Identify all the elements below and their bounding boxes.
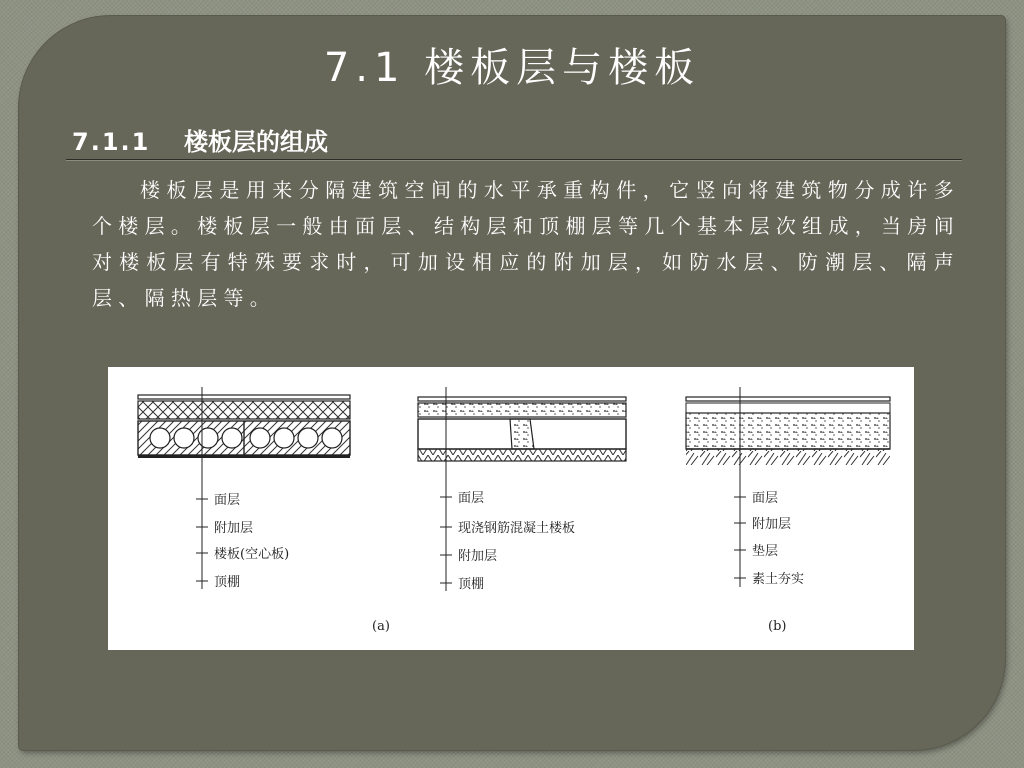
body-paragraph: 楼板层是用来分隔建筑空间的水平承重构件，它竖向将建筑物分成许多个楼层。楼板层一般由面层、结构层和顶棚层等几个基本层次组成，当房间对楼板层有特殊要求时，可加设相应的附加层，如防水层、防潮层、隔声层、隔热层等。 bbox=[92, 178, 960, 310]
label-b-4: 顶棚 bbox=[458, 577, 485, 592]
label-a-3: 楼板(空心板) bbox=[214, 547, 290, 562]
section-heading bbox=[72, 122, 328, 157]
heading-divider bbox=[66, 159, 962, 161]
label-b-3: 附加层 bbox=[458, 549, 498, 564]
label-c-3: 垫层 bbox=[752, 544, 779, 559]
label-b-2: 现浇钢筋混凝土楼板 bbox=[458, 521, 576, 536]
diagram-c-ground-floor bbox=[686, 387, 890, 587]
section-number: 7.1.1 bbox=[72, 128, 151, 156]
label-c-4: 素土夯实 bbox=[752, 572, 805, 587]
floor-layer-figure bbox=[108, 367, 914, 650]
floor-layer-diagrams bbox=[108, 367, 914, 650]
diagram-b-cast-slab bbox=[418, 387, 626, 591]
section-title: 楼板层的组成 bbox=[184, 128, 328, 156]
label-a-1: 面层 bbox=[214, 493, 241, 508]
label-a-2: 附加层 bbox=[214, 521, 254, 536]
diagram-b-labels bbox=[458, 491, 575, 592]
diagram-c-labels bbox=[752, 491, 804, 587]
label-c-1: 面层 bbox=[752, 491, 779, 506]
diagram-a-labels bbox=[214, 493, 289, 590]
caption-a: (a) bbox=[372, 619, 390, 634]
label-c-2: 附加层 bbox=[752, 517, 792, 532]
label-b-1: 面层 bbox=[458, 491, 485, 506]
slide-title: 7.1 楼板层与楼板 bbox=[323, 45, 701, 91]
label-a-4: 顶棚 bbox=[214, 575, 241, 590]
caption-b: (b) bbox=[768, 619, 787, 634]
